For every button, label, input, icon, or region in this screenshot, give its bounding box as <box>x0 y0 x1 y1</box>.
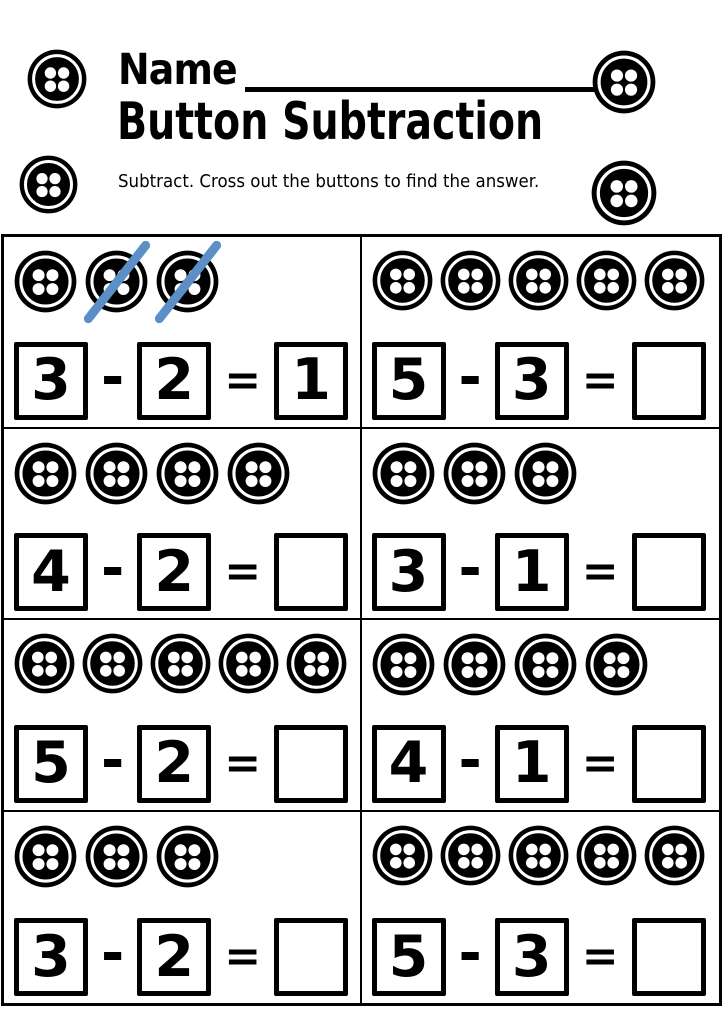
minuend-value: 3 <box>31 347 71 413</box>
buttons-row <box>372 824 714 887</box>
equals-sign: = <box>581 931 619 982</box>
minus-sign: - <box>101 536 125 601</box>
button-icon[interactable] <box>576 824 637 887</box>
button-icon[interactable] <box>443 441 506 506</box>
buttons-row <box>14 824 354 889</box>
equals-sign: = <box>224 737 262 789</box>
problem-cell-3 <box>4 429 362 621</box>
buttons-row <box>14 249 354 314</box>
buttons-row <box>372 441 714 506</box>
button-icon[interactable] <box>85 441 148 506</box>
answer-box[interactable] <box>274 725 348 803</box>
button-icon-svg <box>644 249 705 312</box>
button-icon-svg <box>591 160 657 226</box>
minuend-value: 4 <box>31 538 71 605</box>
equals-sign: = <box>224 931 262 982</box>
button-icon <box>592 50 656 113</box>
minus-sign: - <box>101 344 125 410</box>
minus-sign: - <box>458 536 482 601</box>
problems-grid <box>1 234 722 1006</box>
button-icon[interactable] <box>508 249 569 312</box>
button-icon[interactable] <box>514 441 577 506</box>
button-icon[interactable] <box>372 824 433 887</box>
minus-sign: - <box>458 344 482 410</box>
button-icon-svg <box>443 441 506 506</box>
minuend-value: 5 <box>388 347 429 413</box>
button-icon-svg <box>218 632 279 695</box>
button-icon-svg <box>156 824 219 889</box>
button-icon[interactable] <box>156 441 219 506</box>
button-icon <box>591 160 657 227</box>
equation <box>14 342 354 420</box>
button-icon-svg <box>27 49 87 109</box>
minuend-box <box>14 725 88 803</box>
button-icon[interactable] <box>440 249 501 312</box>
subtrahend-box <box>495 533 569 611</box>
worksheet-header <box>0 0 724 235</box>
equation <box>372 725 714 803</box>
minuend-box <box>372 342 446 420</box>
minus-sign: - <box>101 921 125 986</box>
problem-cell-5 <box>4 620 362 812</box>
problem-cell-4 <box>362 429 720 621</box>
name-blank-line[interactable] <box>245 47 597 92</box>
equation <box>14 725 354 803</box>
button-icon-svg <box>372 824 433 887</box>
button-icon-svg <box>286 632 347 695</box>
problem-cell-6 <box>362 620 720 812</box>
answer-value: 1 <box>291 347 331 413</box>
button-icon[interactable] <box>82 632 143 695</box>
buttons-row <box>14 632 354 695</box>
button-icon-svg <box>156 441 219 506</box>
button-icon[interactable] <box>372 632 435 697</box>
button-icon[interactable] <box>443 632 506 697</box>
button-icon[interactable] <box>218 632 279 695</box>
minuend-box <box>14 342 88 420</box>
button-icon-svg <box>585 632 648 697</box>
button-icon-svg <box>150 632 211 695</box>
button-icon[interactable] <box>286 632 347 695</box>
button-icon-svg <box>514 632 577 697</box>
subtrahend-value: 2 <box>154 923 195 990</box>
button-icon-svg <box>443 632 506 697</box>
problem-cell-7 <box>4 812 362 1004</box>
minuend-box <box>372 725 446 803</box>
buttons-row <box>14 441 354 506</box>
minuend-value: 4 <box>388 730 429 796</box>
subtrahend-value: 2 <box>154 538 195 605</box>
minus-sign: - <box>458 727 482 793</box>
answer-box[interactable] <box>632 725 706 803</box>
button-icon-svg <box>372 441 435 506</box>
minuend-box <box>372 918 446 996</box>
button-icon <box>27 49 87 111</box>
button-icon-svg <box>592 50 656 114</box>
button-icon[interactable] <box>150 632 211 695</box>
equals-sign: = <box>224 354 262 406</box>
subtrahend-value: 1 <box>511 730 552 796</box>
subtrahend-box <box>137 918 211 996</box>
button-icon[interactable] <box>508 824 569 887</box>
button-icon-svg <box>19 155 78 214</box>
button-icon-svg <box>508 249 569 312</box>
button-icon-svg <box>14 632 75 695</box>
minuend-value: 5 <box>388 923 429 990</box>
equation <box>14 533 354 611</box>
button-icon-svg <box>644 824 705 887</box>
equation <box>372 918 714 996</box>
problem-cell-8 <box>362 812 720 1004</box>
subtrahend-value: 2 <box>154 730 195 796</box>
page-title: Button Subtraction <box>117 92 544 152</box>
button-icon[interactable] <box>14 441 77 506</box>
answer-box[interactable] <box>274 342 348 420</box>
button-icon[interactable] <box>514 632 577 697</box>
button-icon-svg <box>372 249 433 312</box>
button-icon-svg <box>14 249 77 314</box>
button-icon-svg <box>14 824 77 889</box>
problem-cell-2 <box>362 237 720 429</box>
button-icon[interactable] <box>585 632 648 697</box>
equals-sign: = <box>581 737 619 789</box>
subtrahend-box <box>137 533 211 611</box>
button-icon[interactable] <box>85 824 148 889</box>
button-icon-svg <box>85 824 148 889</box>
minuend-box <box>14 918 88 996</box>
button-icon[interactable] <box>440 824 501 887</box>
button-icon[interactable] <box>14 249 77 314</box>
subtrahend-value: 3 <box>511 923 552 990</box>
button-icon-svg <box>227 441 290 506</box>
buttons-row <box>372 249 714 312</box>
button-icon <box>19 155 78 219</box>
name-field-row <box>118 45 597 95</box>
button-icon-svg <box>372 632 435 697</box>
instructions-text: Subtract. Cross out the buttons to find the answer. <box>118 172 540 192</box>
button-icon[interactable] <box>156 249 219 314</box>
button-icon-svg <box>440 824 501 887</box>
name-label: Name <box>118 45 237 95</box>
answer-box[interactable] <box>632 918 706 996</box>
button-icon[interactable] <box>372 249 433 312</box>
subtrahend-box <box>495 342 569 420</box>
equation <box>372 533 714 611</box>
button-icon[interactable] <box>14 632 75 695</box>
equation <box>14 918 354 996</box>
minuend-box <box>14 533 88 611</box>
minus-sign: - <box>458 921 482 986</box>
subtrahend-value: 1 <box>511 538 552 605</box>
minus-sign: - <box>101 727 125 793</box>
subtrahend-box <box>137 342 211 420</box>
button-icon[interactable] <box>156 824 219 889</box>
equals-sign: = <box>581 354 619 406</box>
button-icon[interactable] <box>227 441 290 506</box>
button-icon[interactable] <box>85 249 148 314</box>
button-icon[interactable] <box>644 824 705 887</box>
answer-box[interactable] <box>274 533 348 611</box>
subtrahend-box <box>137 725 211 803</box>
button-icon-svg <box>576 824 637 887</box>
equals-sign: = <box>581 546 619 597</box>
minuend-value: 3 <box>388 538 429 605</box>
equation <box>372 342 714 420</box>
button-icon[interactable] <box>14 824 77 889</box>
equals-sign: = <box>224 546 262 597</box>
subtrahend-box <box>495 918 569 996</box>
button-icon[interactable] <box>576 249 637 312</box>
button-icon-svg <box>85 441 148 506</box>
answer-box[interactable] <box>632 342 706 420</box>
problem-cell-1 <box>4 237 362 429</box>
answer-box[interactable] <box>632 533 706 611</box>
subtrahend-value: 3 <box>511 347 552 413</box>
subtrahend-value: 2 <box>154 347 195 413</box>
button-icon-svg <box>514 441 577 506</box>
subtrahend-box <box>495 725 569 803</box>
minuend-value: 3 <box>31 923 71 990</box>
button-icon-svg <box>508 824 569 887</box>
button-icon[interactable] <box>372 441 435 506</box>
buttons-row <box>372 632 714 697</box>
minuend-value: 5 <box>31 730 71 796</box>
button-icon-svg <box>576 249 637 312</box>
button-icon-svg <box>82 632 143 695</box>
button-icon-svg <box>14 441 77 506</box>
answer-box[interactable] <box>274 918 348 996</box>
button-icon-svg <box>440 249 501 312</box>
minuend-box <box>372 533 446 611</box>
button-icon[interactable] <box>644 249 705 312</box>
